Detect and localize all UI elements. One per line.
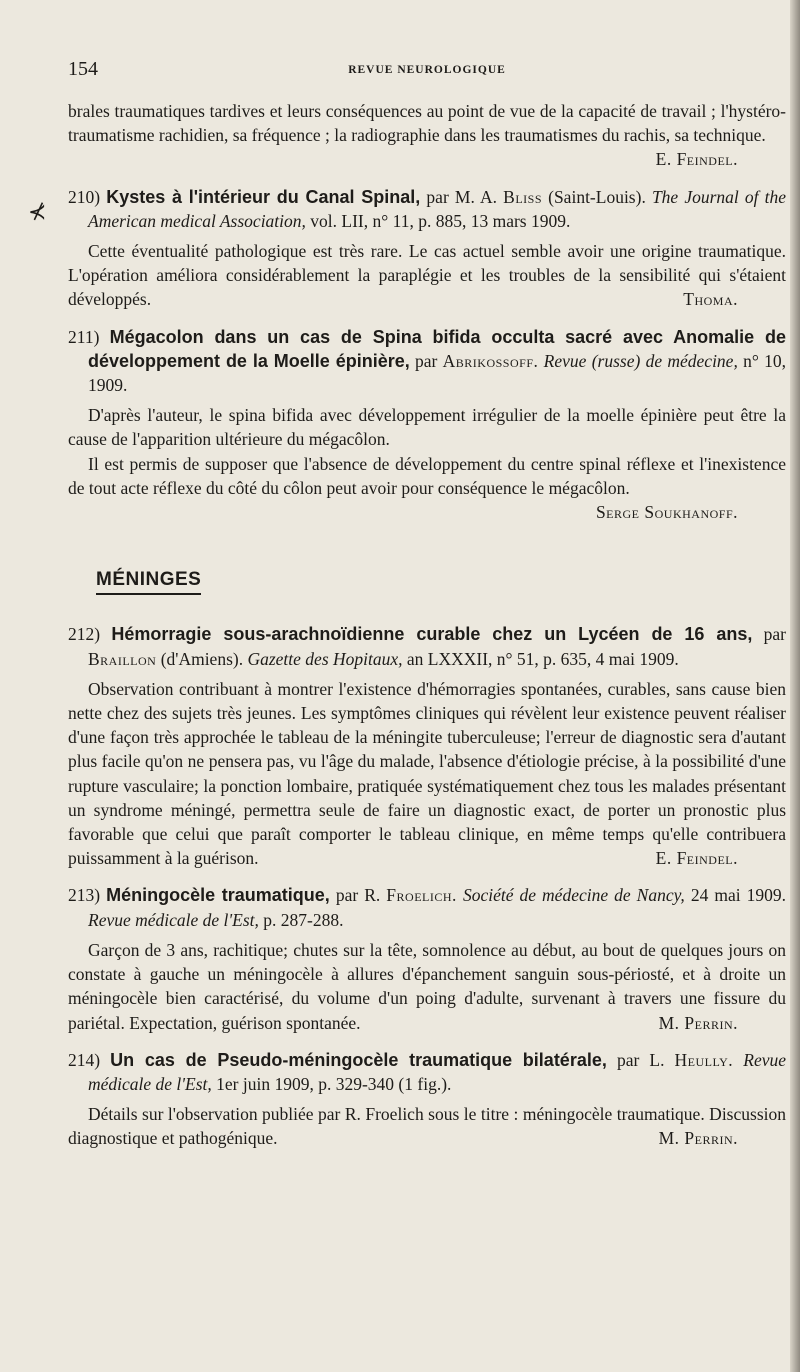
page-content (68, 99, 786, 1151)
entry-title: Méningocèle traumatique, (106, 885, 330, 906)
entry-body-text: D'après l'auteur, le spina bifida avec développement irrégulier de la moelle épinière peut être la cause de l'apparition ultérieure du mégacôlon. (68, 405, 786, 450)
journal-name: Revue médicale de l'Est, (88, 909, 259, 930)
entry-title: Mégacolon dans un cas de Spina bifida occulta sacré avec Anomalie de développement de la Moelle épinière, (88, 326, 787, 371)
journal-name: Gazette des Hopitaux, (247, 648, 403, 669)
entry-heading (68, 325, 786, 398)
journal-name: Société de médecine de Nancy, (462, 885, 685, 906)
continuation-text: brales traumatiques tardives et leurs conséquences au point de vue de la capacité de travail ; l'hystéro-traumatisme rachidien, sa fréquence ; la radiographie dans les traumatismes du rachis, sa technique. E. Feindel. (68, 99, 786, 147)
entry-body-paragraph (68, 938, 786, 1035)
running-title: REVUE NEUROLOGIQUE (348, 64, 506, 76)
citation-text (733, 1050, 743, 1070)
citation-text: (Saint-Louis). (542, 186, 652, 207)
citation-text: 1er juin 1909, p. 329-340 (1 fig.). (211, 1073, 452, 1094)
entry-title: Hémorragie sous-arachnoïdienne curable chez un Lycéen de 16 ans, (111, 624, 753, 645)
abstract-entry (68, 325, 786, 525)
entry-body-paragraph (68, 677, 786, 871)
abstract-entry (68, 185, 786, 312)
journal-name: Revue médicale de l'Est, (88, 1049, 787, 1094)
citation-text: (d'Amiens). (156, 648, 248, 669)
entry-heading (68, 1048, 786, 1096)
page-edge-shadow (790, 0, 800, 1372)
page-header (68, 58, 786, 86)
entry-body-text: Cette éventualité pathologique est très rare. Le cas actuel semble avoir une origine traumatique. L'opération améliora considérablement la paraplégie et les troubles de la sensibilité qui s'étaient développés. (68, 241, 786, 310)
entry-body-text: Observation contribuant à montrer l'existence d'hémorragies spontanées, curables, sans cause bien nette chez des sujets très jeunes. Les symptômes cliniques qui révèlent leur existence peuvent réaliser d'une façon très approchée le tableau de la méningite tuberculeuse; l'erreur de diagnostic sera d'autant plus facile qu'on ne pensera pas, vu l'âge du malade, l'absence d'étiologie précise, à la possibilité d'une rupture vasculaire; la ponction lombaire, pratiquée systématiquement chez tous les malades présentant un syndrome méningé, permettra seule de faire un diagnostic exact, de porter un pronostic plus favorable que celui que paraît comporter le tableau clinique, en même temps qu'elle contribuera puissamment à la guérison. (68, 678, 786, 869)
author-name: Abrikossoff. (442, 350, 539, 371)
abstract-entry (68, 622, 786, 870)
entry-body-paragraph (68, 239, 786, 312)
entry-body-paragraph (68, 452, 786, 523)
entry-signature: M. Perrin. (658, 1128, 738, 1149)
entry-heading (68, 185, 786, 233)
entry-number: 213) (68, 885, 101, 906)
citation-text: par (752, 624, 786, 645)
author-name: Froelich. (386, 885, 457, 906)
abstract-entry (68, 883, 786, 1034)
entry-body-paragraph (68, 1102, 786, 1150)
entry-body-text: Garçon de 3 ans, rachitique; chutes sur la tête, somnolence au début, au bout de quelques jours on constate à gauche un méningocèle à allures d'épanchement sanguin sous-périosté, et à droite un méningocèle bien caractérisé, du volume d'un poing d'adulte, survenant à travers une fissure du pariétal. Expectation, guérison spontanée. (68, 939, 786, 1033)
entry-number: 212) (68, 624, 101, 645)
entry-signature: E. Feindel. (655, 848, 738, 869)
page-number: 154 (68, 58, 98, 80)
entry-signature: Thoma. (683, 289, 738, 310)
entry-number: 214) (68, 1049, 101, 1070)
section-title: MÉNINGES (96, 568, 201, 595)
entry-heading (68, 622, 786, 670)
continuation-block (68, 99, 786, 172)
entry-heading (68, 883, 786, 931)
author-name: Braillon (88, 648, 157, 669)
entry-number: 210) (68, 186, 101, 207)
citation-text: par (409, 350, 443, 371)
entry-signature: Serge Soukhanoff. (595, 502, 738, 523)
citation-text: vol. LII, n° 11, p. 885, 13 mars 1909. (305, 210, 571, 231)
citation-text: 24 mai 1909. (684, 885, 786, 906)
journal-name: Revue (russe) de médecine, (543, 350, 738, 371)
citation-text: par R. (329, 885, 387, 906)
citation-text: an LXXXII, n° 51, p. 635, 4 mai 1909. (402, 648, 679, 669)
citation-text: par M. A. (420, 186, 504, 207)
abstract-entry (68, 1048, 786, 1151)
entry-number: 211) (68, 326, 100, 347)
continuation-signature: E. Feindel. (655, 149, 738, 170)
entries-group-2 (68, 622, 786, 1150)
entries-group-1 (68, 185, 786, 525)
entry-body-text: Détails sur l'observation publiée par R. Froelich sous le titre : méningocèle traumatique. Discussion diagnostique et pathogénique. (68, 1104, 786, 1149)
journal-name: The Journal of the American medical Association, (88, 186, 787, 231)
entry-body-paragraph (68, 403, 786, 451)
author-name: Heully. (674, 1049, 734, 1070)
citation-text: par L. (606, 1049, 675, 1070)
entry-signature: M. Perrin. (658, 1012, 738, 1033)
entry-title: Kystes à l'intérieur du Canal Spinal, (106, 186, 421, 207)
entry-body-text: Il est permis de supposer que l'absence de développement du centre spinal réflexe et l'inexistence de tout acte réflexe du côté du côlon peut avoir pour conséquence le mégacôlon. (68, 453, 786, 498)
citation-text: p. 287-288. (258, 909, 344, 930)
citation-text: n° 10, 1909. (88, 350, 787, 396)
entry-title: Un cas de Pseudo-méningocèle traumatique bilatérale, (110, 1049, 607, 1070)
margin-mark: ⊀ (28, 200, 47, 225)
author-name: Bliss (503, 186, 542, 207)
